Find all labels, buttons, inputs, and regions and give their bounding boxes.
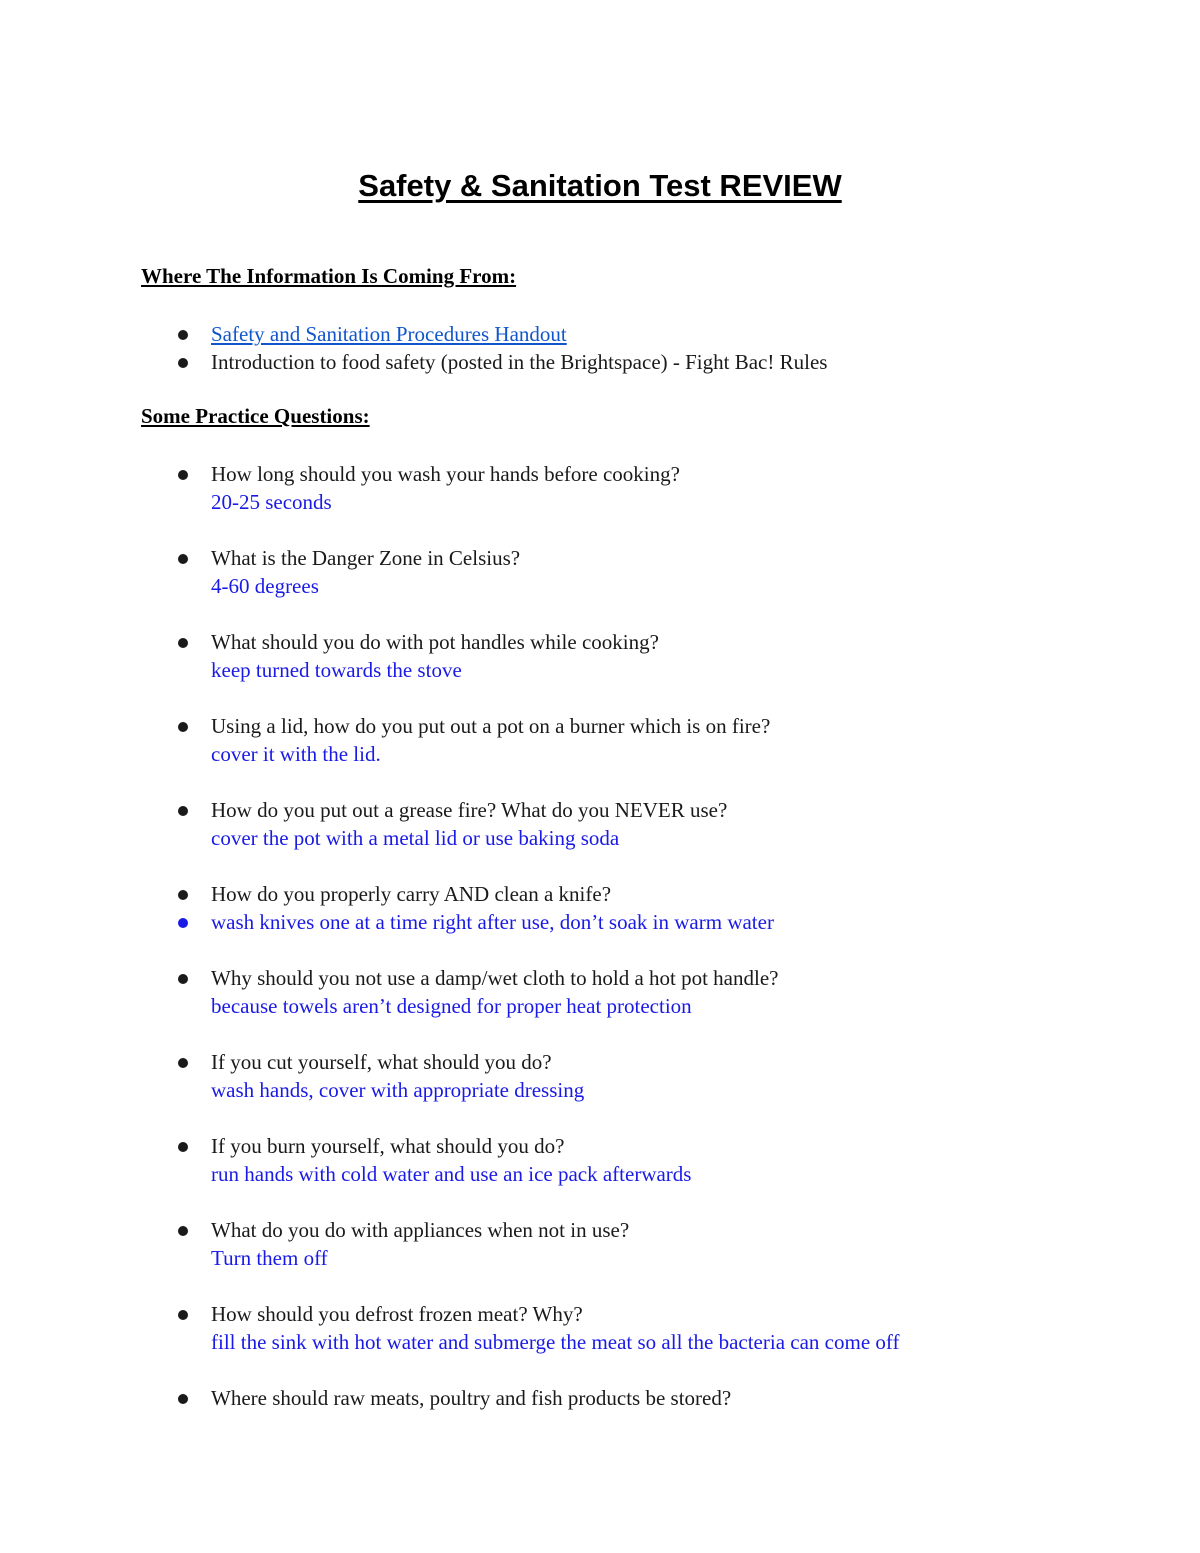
answer-row xyxy=(211,908,1100,936)
practice-heading: Some Practice Questions: xyxy=(141,404,370,428)
question-text: What is the Danger Zone in Celsius? xyxy=(211,546,521,570)
question-text: How do you properly carry AND clean a knife? xyxy=(211,882,612,906)
answer-text: 4-60 degrees xyxy=(211,574,319,598)
answer-text: fill the sink with hot water and submerge the meat so all the bacteria can come off xyxy=(211,1330,900,1354)
sources-heading: Where The Information Is Coming From: xyxy=(141,264,517,288)
question-text: Where should raw meats, poultry and fish products be stored? xyxy=(211,1386,732,1410)
bullet-icon xyxy=(178,1058,188,1068)
answer-text: wash knives one at a time right after use, don’t soak in warm water xyxy=(211,910,774,934)
question-text: How should you defrost frozen meat? Why? xyxy=(211,1302,583,1326)
question-item xyxy=(0,1048,1100,1132)
question-item xyxy=(0,1384,1100,1468)
source-item xyxy=(0,348,1100,376)
question-item xyxy=(0,1300,1100,1384)
question-text: How do you put out a grease fire? What do you NEVER use? xyxy=(211,798,728,822)
question-text: If you burn yourself, what should you do? xyxy=(211,1134,565,1158)
answer-text: cover the pot with a metal lid or use baking soda xyxy=(211,826,620,850)
question-item xyxy=(0,796,1100,880)
bullet-icon xyxy=(178,1142,188,1152)
questions-list xyxy=(0,460,1100,1468)
source-text: Introduction to food safety (posted in the Brightspace) - Fight Bac! Rules xyxy=(211,350,828,374)
question-item xyxy=(0,460,1100,544)
bullet-icon xyxy=(178,1226,188,1236)
question-text: Why should you not use a damp/wet cloth to hold a hot pot handle? xyxy=(211,966,779,990)
answer-text: Turn them off xyxy=(211,1246,328,1270)
question-text: How long should you wash your hands before cooking? xyxy=(211,462,680,486)
answer-text: because towels aren’t designed for proper heat protection xyxy=(211,994,692,1018)
bullet-icon xyxy=(178,470,188,480)
bullet-icon xyxy=(178,554,188,564)
answer-text: keep turned towards the stove xyxy=(211,658,462,682)
bullet-icon xyxy=(178,918,188,928)
bullet-icon xyxy=(178,1394,188,1404)
question-item xyxy=(0,1132,1100,1216)
source-item[interactable] xyxy=(0,320,1100,348)
bullet-icon xyxy=(178,1310,188,1320)
question-item xyxy=(0,712,1100,796)
answer-text: run hands with cold water and use an ice pack afterwards xyxy=(211,1162,692,1186)
bullet-icon xyxy=(178,974,188,984)
question-item xyxy=(0,1216,1100,1300)
bullet-icon xyxy=(178,806,188,816)
question-text: What should you do with pot handles while cooking? xyxy=(211,630,659,654)
question-text: If you cut yourself, what should you do? xyxy=(211,1050,552,1074)
question-item xyxy=(0,544,1100,628)
answer-text: 20-25 seconds xyxy=(211,490,332,514)
sources-list xyxy=(0,320,1100,376)
bullet-icon xyxy=(178,722,188,732)
question-item xyxy=(0,628,1100,712)
question-text: Using a lid, how do you put out a pot on a burner which is on fire? xyxy=(211,714,771,738)
bullet-icon xyxy=(178,330,188,340)
answer-text: cover it with the lid. xyxy=(211,742,381,766)
question-item xyxy=(0,964,1100,1048)
bullet-icon xyxy=(178,358,188,368)
question-text: What do you do with appliances when not in use? xyxy=(211,1218,630,1242)
question-item xyxy=(0,880,1100,964)
handout-link[interactable]: Safety and Sanitation Procedures Handout xyxy=(211,322,567,346)
bullet-icon xyxy=(178,638,188,648)
bullet-icon xyxy=(178,890,188,900)
answer-text: wash hands, cover with appropriate dressing xyxy=(211,1078,585,1102)
page-title: Safety & Sanitation Test REVIEW xyxy=(358,168,842,203)
